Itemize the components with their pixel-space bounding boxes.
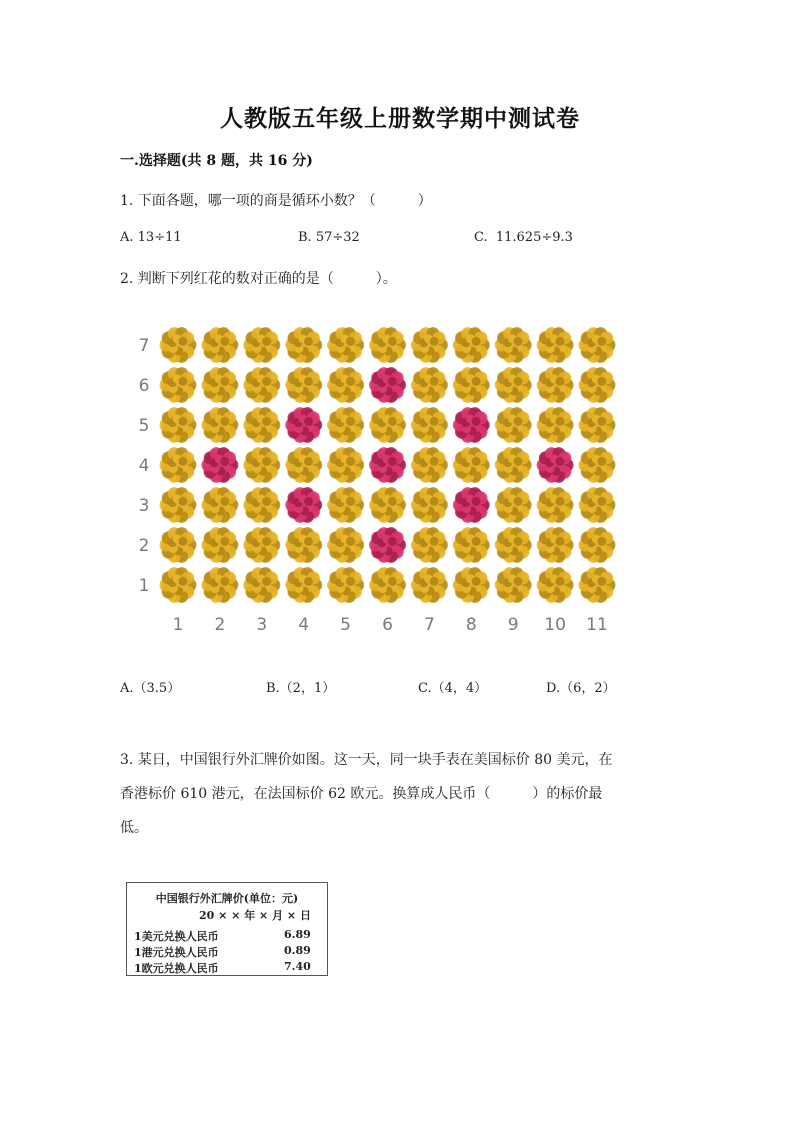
yellow-flower [453, 367, 490, 403]
yellow-flower [243, 447, 280, 483]
red-flower [453, 487, 490, 523]
yellow-flower [579, 567, 616, 603]
page-title: 人教版五年级上册数学期中测试卷 [220, 105, 580, 132]
yellow-flower [285, 527, 322, 563]
flower-grid [130, 318, 630, 638]
row-label: 5 [138, 416, 150, 436]
row-label: 7 [138, 336, 150, 356]
row-label: 6 [138, 376, 150, 396]
column-label: 4 [298, 615, 310, 635]
q2-option-c: C.（4，4） [418, 681, 488, 696]
column-label: 11 [586, 615, 608, 635]
yellow-flower [327, 327, 364, 363]
yellow-flower [327, 567, 364, 603]
yellow-flower [537, 567, 574, 603]
yellow-flower [201, 527, 238, 563]
exchange-rate-value: 6.89 [284, 928, 311, 941]
yellow-flower [495, 567, 532, 603]
yellow-flower [369, 567, 406, 603]
yellow-flower [579, 407, 616, 443]
yellow-flower [579, 447, 616, 483]
q2-option-d: D.（6，2） [546, 681, 616, 696]
question-3 [120, 743, 700, 845]
column-label: 3 [256, 615, 268, 635]
red-flower [369, 367, 406, 403]
exchange-rate-header: 中国银行外汇牌价(单位：元) [155, 892, 299, 905]
column-label: 5 [340, 615, 352, 635]
question-1: 1. 下面各题，哪一项的商是循环小数？（ ） [120, 193, 432, 209]
q1-option-c: C. 11.625÷9.3 [474, 230, 573, 245]
yellow-flower [495, 367, 532, 403]
yellow-flower [243, 327, 280, 363]
yellow-flower [160, 527, 197, 563]
yellow-flower [285, 367, 322, 403]
yellow-flower [285, 567, 322, 603]
section-heading: 一.选择题(共 8 题，共 16 分) [120, 153, 313, 169]
yellow-flower [160, 367, 197, 403]
yellow-flower [495, 527, 532, 563]
q2-option-b: B.（2，1） [266, 681, 336, 696]
yellow-flower [495, 327, 532, 363]
yellow-flower [411, 327, 448, 363]
exchange-rate-date: 20 × × 年 × 月 × 日 [199, 909, 311, 922]
yellow-flower [285, 447, 322, 483]
yellow-flower [160, 487, 197, 523]
column-label: 6 [382, 615, 393, 635]
yellow-flower [411, 527, 448, 563]
yellow-flower [537, 367, 574, 403]
yellow-flower [369, 327, 406, 363]
question-2: 2. 判断下列红花的数对正确的是（ ）。 [120, 271, 397, 287]
yellow-flower [243, 367, 280, 403]
yellow-flower [579, 327, 616, 363]
exchange-rate-table [126, 882, 328, 976]
yellow-flower [201, 407, 238, 443]
column-label: 2 [214, 615, 226, 635]
exchange-rate-value: 0.89 [284, 944, 311, 957]
yellow-flower [411, 407, 448, 443]
column-label: 8 [465, 615, 477, 635]
red-flower [285, 407, 322, 443]
yellow-flower [411, 487, 448, 523]
column-label: 9 [507, 615, 519, 635]
yellow-flower [453, 527, 490, 563]
exchange-rate-value: 7.40 [284, 960, 311, 973]
yellow-flower [243, 527, 280, 563]
yellow-flower [453, 567, 490, 603]
yellow-flower [243, 567, 280, 603]
yellow-flower [327, 367, 364, 403]
column-label: 1 [172, 615, 184, 635]
red-flower [453, 407, 490, 443]
yellow-flower [537, 527, 574, 563]
q1-option-a: A. 13÷11 [120, 230, 182, 245]
yellow-flower [579, 527, 616, 563]
question-3-line-3: 低。 [120, 820, 148, 836]
exchange-rate-label: 1欧元兑换人民币 [134, 962, 219, 975]
q2-option-a: A.（3.5） [120, 681, 181, 696]
yellow-flower [495, 407, 532, 443]
yellow-flower [579, 367, 616, 403]
yellow-flower [495, 447, 532, 483]
yellow-flower [495, 487, 532, 523]
yellow-flower [327, 447, 364, 483]
yellow-flower [160, 567, 197, 603]
q1-option-b: B. 57÷32 [298, 230, 360, 245]
yellow-flower [201, 327, 238, 363]
column-label: 7 [423, 615, 435, 635]
yellow-flower [537, 487, 574, 523]
yellow-flower [327, 487, 364, 523]
red-flower [285, 487, 322, 523]
yellow-flower [411, 567, 448, 603]
yellow-flower [537, 407, 574, 443]
row-label: 1 [138, 576, 150, 596]
exchange-rate-label: 1港元兑换人民币 [134, 946, 219, 959]
yellow-flower [579, 487, 616, 523]
red-flower [201, 447, 238, 483]
column-label: 10 [544, 615, 566, 635]
yellow-flower [160, 447, 197, 483]
yellow-flower [411, 367, 448, 403]
yellow-flower [369, 487, 406, 523]
yellow-flower [453, 327, 490, 363]
yellow-flower [201, 567, 238, 603]
question-3-line-1: 3. 某日，中国银行外汇牌价如图。这一天，同一块手表在美国标价 80 美元，在 [120, 752, 613, 768]
yellow-flower [285, 327, 322, 363]
yellow-flower [243, 487, 280, 523]
red-flower [369, 447, 406, 483]
yellow-flower [369, 407, 406, 443]
red-flower [537, 447, 574, 483]
row-label: 3 [138, 496, 150, 516]
question-3-line-2: 香港标价 610 港元，在法国标价 62 欧元。换算成人民币（ ）的标价最 [120, 786, 603, 802]
yellow-flower [327, 527, 364, 563]
exchange-rate-label: 1美元兑换人民币 [134, 930, 219, 943]
yellow-flower [537, 327, 574, 363]
yellow-flower [453, 447, 490, 483]
yellow-flower [201, 367, 238, 403]
yellow-flower [201, 487, 238, 523]
yellow-flower [327, 407, 364, 443]
yellow-flower [160, 407, 197, 443]
row-label: 2 [138, 536, 150, 556]
red-flower [369, 527, 406, 563]
yellow-flower [243, 407, 280, 443]
yellow-flower [160, 327, 197, 363]
yellow-flower [411, 447, 448, 483]
row-label: 4 [138, 456, 150, 476]
